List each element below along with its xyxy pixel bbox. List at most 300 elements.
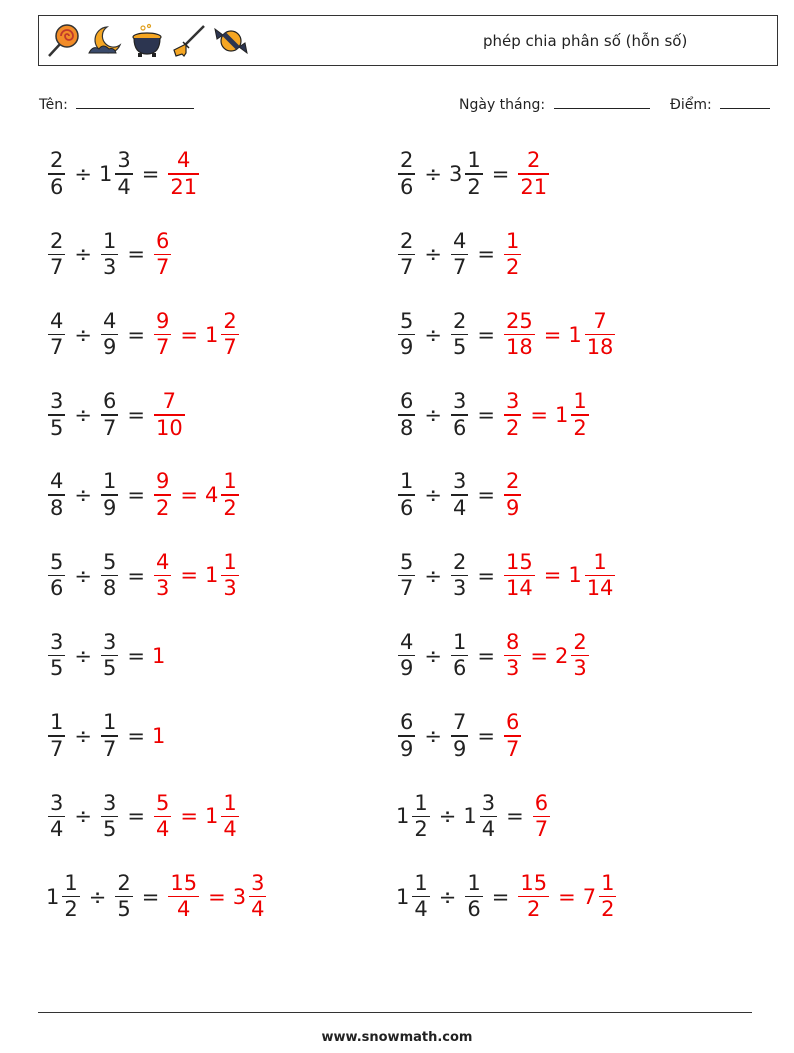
answer xyxy=(152,724,166,748)
equals-sign: = xyxy=(127,322,145,347)
numerator: 3 xyxy=(452,469,467,494)
broom-icon xyxy=(171,23,207,59)
fraction xyxy=(48,711,65,761)
whole-part: 1 xyxy=(568,563,582,588)
answer xyxy=(531,792,552,842)
divisor xyxy=(449,390,470,440)
divisor xyxy=(113,872,134,922)
answer-fraction xyxy=(502,631,523,681)
divisor xyxy=(99,230,120,280)
fraction xyxy=(221,470,238,520)
whole-part: 1 xyxy=(46,884,60,909)
answer xyxy=(166,149,201,199)
numerator: 1 xyxy=(414,870,428,895)
fraction xyxy=(398,470,415,520)
equals-sign: = xyxy=(141,884,160,909)
denominator: 4 xyxy=(452,495,467,520)
answer-fraction xyxy=(502,390,523,440)
fraction xyxy=(101,230,118,280)
numerator: 4 xyxy=(50,469,64,494)
numerator: 2 xyxy=(400,228,414,253)
whole-part: 1 xyxy=(204,322,219,347)
name-label: Tên: xyxy=(39,97,68,113)
numerator: 3 xyxy=(50,790,64,815)
fraction xyxy=(221,792,238,842)
answer xyxy=(502,551,617,601)
numerator: 2 xyxy=(505,469,520,494)
answer xyxy=(166,872,268,922)
equals-sign: = xyxy=(127,563,145,588)
whole-part: 1 xyxy=(98,161,113,186)
numerator: 4 xyxy=(177,148,191,173)
answer-equals-sign: = xyxy=(208,884,226,909)
denominator: 4 xyxy=(414,897,428,922)
answer xyxy=(502,631,591,681)
divide-sign: ÷ xyxy=(74,402,92,427)
divisor xyxy=(449,551,470,601)
fraction xyxy=(154,390,185,440)
fraction xyxy=(398,711,415,761)
fraction xyxy=(168,149,199,199)
fraction xyxy=(398,551,415,601)
divide-sign: ÷ xyxy=(424,402,442,427)
equals-sign: = xyxy=(506,804,524,829)
answer-equals-sign: = xyxy=(180,804,198,829)
denominator: 6 xyxy=(50,174,64,199)
score-field xyxy=(670,94,770,113)
problem-17 xyxy=(46,786,241,846)
denominator: 2 xyxy=(155,495,170,520)
numerator: 15 xyxy=(505,549,533,574)
equals-sign: = xyxy=(491,884,510,909)
divide-sign: ÷ xyxy=(74,322,92,347)
fraction xyxy=(101,631,118,681)
numerator: 3 xyxy=(50,389,64,414)
answer-equals-sign: = xyxy=(543,322,562,347)
answer-fraction xyxy=(531,792,552,842)
denominator: 9 xyxy=(400,335,414,360)
divide-sign: ÷ xyxy=(424,643,442,668)
dividend xyxy=(46,149,67,199)
denominator: 6 xyxy=(50,576,64,601)
fraction xyxy=(571,631,588,681)
footer-url: www.snowmath.com xyxy=(321,1030,473,1045)
divisor xyxy=(99,390,120,440)
score-blank[interactable] xyxy=(720,94,770,109)
divide-sign: ÷ xyxy=(74,643,92,668)
numerator: 1 xyxy=(223,549,237,574)
fraction xyxy=(154,310,171,360)
whole-part: 1 xyxy=(396,884,410,909)
denominator: 7 xyxy=(50,335,64,360)
denominator: 4 xyxy=(50,817,64,842)
denominator: 9 xyxy=(102,495,117,520)
fraction xyxy=(412,792,429,842)
numerator: 1 xyxy=(593,549,607,574)
fraction xyxy=(48,230,65,280)
divide-sign: ÷ xyxy=(74,724,92,749)
fraction xyxy=(451,711,468,761)
problem-7 xyxy=(46,385,187,445)
answer-mixed-number xyxy=(555,390,591,440)
divisor xyxy=(99,310,120,360)
whole-part: 1 xyxy=(568,322,582,347)
fraction xyxy=(154,470,171,520)
divisor xyxy=(99,470,120,520)
problem-8 xyxy=(396,385,591,445)
numerator: 1 xyxy=(50,710,64,735)
numerator: 2 xyxy=(452,549,467,574)
dividend xyxy=(46,872,82,922)
divisor xyxy=(449,711,470,761)
answer-equals-sign: = xyxy=(530,402,548,427)
numerator: 1 xyxy=(414,790,428,815)
denominator: 3 xyxy=(155,576,170,601)
numerator: 3 xyxy=(505,389,520,414)
divisor xyxy=(99,711,120,761)
numerator: 1 xyxy=(102,710,117,735)
answer xyxy=(502,470,523,520)
divide-sign: ÷ xyxy=(424,483,442,508)
fraction xyxy=(48,551,65,601)
dividend xyxy=(46,792,67,842)
problem-9 xyxy=(46,465,241,525)
divide-sign: ÷ xyxy=(74,242,92,267)
equals-sign: = xyxy=(127,643,145,668)
whole-part: 1 xyxy=(151,643,166,668)
fraction xyxy=(398,230,415,280)
dividend xyxy=(396,711,417,761)
equals-sign: = xyxy=(127,242,145,267)
equals-sign: = xyxy=(141,162,160,186)
numerator: 3 xyxy=(50,630,64,654)
dividend xyxy=(396,149,417,199)
dividend xyxy=(46,711,67,761)
answer-fraction xyxy=(166,149,201,199)
divisor xyxy=(463,872,484,922)
fraction xyxy=(504,711,521,761)
date-label: Ngày tháng: xyxy=(459,97,546,113)
answer xyxy=(152,644,166,668)
numerator: 15 xyxy=(520,870,548,895)
denominator: 6 xyxy=(467,897,481,922)
divisor xyxy=(449,631,470,681)
footer-divider xyxy=(38,1012,752,1013)
denominator: 8 xyxy=(102,576,117,601)
denominator: 9 xyxy=(102,335,117,360)
dividend xyxy=(396,551,417,601)
problem-6 xyxy=(396,305,617,365)
fraction xyxy=(48,149,65,199)
answer xyxy=(152,792,241,842)
fraction xyxy=(465,872,482,922)
answer-fraction xyxy=(152,644,166,668)
dividend xyxy=(46,310,67,360)
denominator: 7 xyxy=(223,335,237,360)
fraction xyxy=(154,792,171,842)
dividend xyxy=(396,792,432,842)
numerator: 2 xyxy=(527,148,541,173)
numerator: 7 xyxy=(162,389,177,414)
denominator: 7 xyxy=(155,254,170,279)
denominator: 5 xyxy=(117,897,131,922)
lollipop-icon xyxy=(45,23,81,59)
equals-sign: = xyxy=(477,643,495,668)
divide-sign: ÷ xyxy=(438,884,457,909)
answer-mixed-number xyxy=(205,792,241,842)
whole-part: 3 xyxy=(232,884,247,909)
numerator: 6 xyxy=(155,228,170,253)
divide-sign: ÷ xyxy=(424,322,442,347)
numerator: 1 xyxy=(573,389,587,414)
numerator: 1 xyxy=(467,870,481,895)
denominator: 4 xyxy=(481,817,496,842)
numerator: 1 xyxy=(223,469,237,494)
answer xyxy=(502,310,617,360)
divide-sign: ÷ xyxy=(424,242,442,267)
numerator: 3 xyxy=(102,790,117,815)
answer-equals-sign: = xyxy=(543,563,562,588)
numerator: 5 xyxy=(102,549,117,574)
fraction xyxy=(398,390,415,440)
dividend xyxy=(46,230,67,280)
denominator: 9 xyxy=(400,736,414,761)
fraction xyxy=(518,149,549,199)
whole-part: 3 xyxy=(448,161,463,186)
problem-18 xyxy=(396,786,552,846)
numerator: 4 xyxy=(155,549,170,574)
denominator: 7 xyxy=(50,254,64,279)
denominator: 2 xyxy=(64,897,78,922)
equals-sign: = xyxy=(477,483,495,508)
fraction xyxy=(62,872,79,922)
answer-fraction xyxy=(152,230,173,280)
numerator: 1 xyxy=(223,790,237,815)
denominator: 2 xyxy=(505,254,520,279)
divide-sign: ÷ xyxy=(74,483,92,508)
fraction xyxy=(504,470,521,520)
numerator: 7 xyxy=(593,308,607,333)
numerator: 3 xyxy=(102,630,117,654)
denominator: 9 xyxy=(505,495,520,520)
fraction xyxy=(48,390,65,440)
fraction xyxy=(101,310,118,360)
denominator: 2 xyxy=(505,415,520,440)
fraction xyxy=(398,631,415,681)
numerator: 3 xyxy=(481,790,496,815)
divisor xyxy=(463,792,499,842)
denominator: 3 xyxy=(223,576,237,601)
whole-part: 1 xyxy=(151,724,166,749)
problem-11 xyxy=(46,546,241,606)
denominator: 3 xyxy=(505,656,520,681)
answer-fraction xyxy=(516,149,551,199)
equals-sign: = xyxy=(127,804,145,829)
fraction xyxy=(451,310,468,360)
denominator: 8 xyxy=(50,495,64,520)
denominator: 4 xyxy=(155,817,170,842)
problem-4 xyxy=(396,224,523,284)
equals-sign: = xyxy=(127,724,145,749)
answer xyxy=(502,711,523,761)
fraction xyxy=(599,872,616,922)
answer-fraction xyxy=(502,310,537,360)
divisor xyxy=(449,470,470,520)
denominator: 18 xyxy=(586,335,614,360)
problem-10 xyxy=(396,465,523,525)
whole-part: 2 xyxy=(554,643,569,668)
fraction xyxy=(115,872,132,922)
fraction xyxy=(571,390,588,440)
cauldron-icon xyxy=(129,23,165,59)
dividend xyxy=(46,551,67,601)
numerator: 1 xyxy=(467,148,481,173)
denominator: 3 xyxy=(452,576,467,601)
numerator: 2 xyxy=(117,870,131,895)
fraction xyxy=(101,792,118,842)
problem-15 xyxy=(46,706,166,766)
numerator: 4 xyxy=(50,308,64,333)
denominator: 3 xyxy=(573,656,587,681)
numerator: 3 xyxy=(117,148,131,173)
divide-sign: ÷ xyxy=(424,563,442,588)
answer-equals-sign: = xyxy=(180,563,198,588)
denominator: 5 xyxy=(102,656,117,681)
fraction xyxy=(168,872,199,922)
candy-icon xyxy=(213,23,249,59)
denominator: 6 xyxy=(452,656,467,681)
fraction xyxy=(221,310,238,360)
fraction xyxy=(115,149,132,199)
numerator: 1 xyxy=(64,870,78,895)
answer-fraction xyxy=(166,872,201,922)
answer xyxy=(152,310,241,360)
answer-fraction xyxy=(152,470,173,520)
divisor xyxy=(99,792,120,842)
name-blank[interactable] xyxy=(76,94,194,109)
answer xyxy=(152,470,241,520)
numerator: 1 xyxy=(400,469,414,494)
answer xyxy=(516,149,551,199)
denominator: 14 xyxy=(586,576,614,601)
equals-sign: = xyxy=(477,242,495,267)
whole-part: 1 xyxy=(463,804,477,829)
denominator: 5 xyxy=(102,817,117,842)
fraction xyxy=(101,470,118,520)
problem-12 xyxy=(396,546,617,606)
denominator: 18 xyxy=(505,335,533,360)
numerator: 1 xyxy=(452,630,467,654)
denominator: 2 xyxy=(573,415,587,440)
moon-icon xyxy=(87,23,123,59)
fraction xyxy=(48,792,65,842)
fraction xyxy=(48,631,65,681)
fraction xyxy=(451,470,468,520)
answer xyxy=(516,872,618,922)
denominator: 6 xyxy=(400,174,414,199)
numerator: 6 xyxy=(400,710,414,735)
divide-sign: ÷ xyxy=(438,804,457,829)
fraction xyxy=(398,149,415,199)
denominator: 9 xyxy=(400,656,414,681)
fraction xyxy=(451,631,468,681)
numerator: 4 xyxy=(400,630,414,654)
answer-fraction xyxy=(502,711,523,761)
numerator: 6 xyxy=(534,790,549,815)
numerator: 3 xyxy=(452,389,467,414)
denominator: 5 xyxy=(452,335,467,360)
divide-sign: ÷ xyxy=(88,884,107,909)
numerator: 6 xyxy=(102,389,117,414)
divide-sign: ÷ xyxy=(74,162,92,186)
score-label: Điểm: xyxy=(670,97,712,113)
denominator: 14 xyxy=(505,576,533,601)
denominator: 10 xyxy=(155,415,183,440)
problem-13 xyxy=(46,626,166,686)
answer-mixed-number xyxy=(583,872,619,922)
denominator: 8 xyxy=(400,415,414,440)
whole-part: 1 xyxy=(204,804,219,829)
answer-fraction xyxy=(152,724,166,748)
answer-mixed-number xyxy=(233,872,269,922)
date-field xyxy=(459,94,650,113)
dividend xyxy=(396,631,417,681)
denominator: 7 xyxy=(155,335,170,360)
divisor xyxy=(449,310,470,360)
answer-fraction xyxy=(152,310,173,360)
denominator: 7 xyxy=(534,817,549,842)
denominator: 9 xyxy=(452,736,467,761)
equals-sign: = xyxy=(491,162,510,186)
denominator: 6 xyxy=(400,495,414,520)
fraction xyxy=(154,551,171,601)
fraction xyxy=(451,551,468,601)
numerator: 8 xyxy=(505,630,520,654)
fraction xyxy=(221,551,238,601)
numerator: 25 xyxy=(505,308,533,333)
problem-2 xyxy=(396,144,551,204)
denominator: 7 xyxy=(50,736,64,761)
numerator: 2 xyxy=(50,148,64,173)
answer-equals-sign: = xyxy=(558,884,576,909)
numerator: 2 xyxy=(223,308,237,333)
numerator: 5 xyxy=(50,549,64,574)
fraction xyxy=(154,230,171,280)
divisor xyxy=(449,230,470,280)
denominator: 7 xyxy=(102,736,117,761)
answer-mixed-number xyxy=(205,470,241,520)
problem-16 xyxy=(396,706,523,766)
answer-fraction xyxy=(502,230,523,280)
fraction xyxy=(480,792,497,842)
numerator: 5 xyxy=(400,308,414,333)
fraction xyxy=(465,149,482,199)
fraction xyxy=(398,310,415,360)
dividend xyxy=(396,470,417,520)
divide-sign: ÷ xyxy=(74,563,92,588)
date-blank[interactable] xyxy=(554,94,650,109)
dividend xyxy=(46,470,67,520)
denominator: 2 xyxy=(414,817,428,842)
fraction xyxy=(48,470,65,520)
divide-sign: ÷ xyxy=(424,162,442,186)
numerator: 7 xyxy=(452,710,467,735)
denominator: 7 xyxy=(505,736,520,761)
denominator: 4 xyxy=(251,897,265,922)
fraction xyxy=(412,872,429,922)
name-field xyxy=(39,94,194,113)
problem-20 xyxy=(396,867,618,927)
